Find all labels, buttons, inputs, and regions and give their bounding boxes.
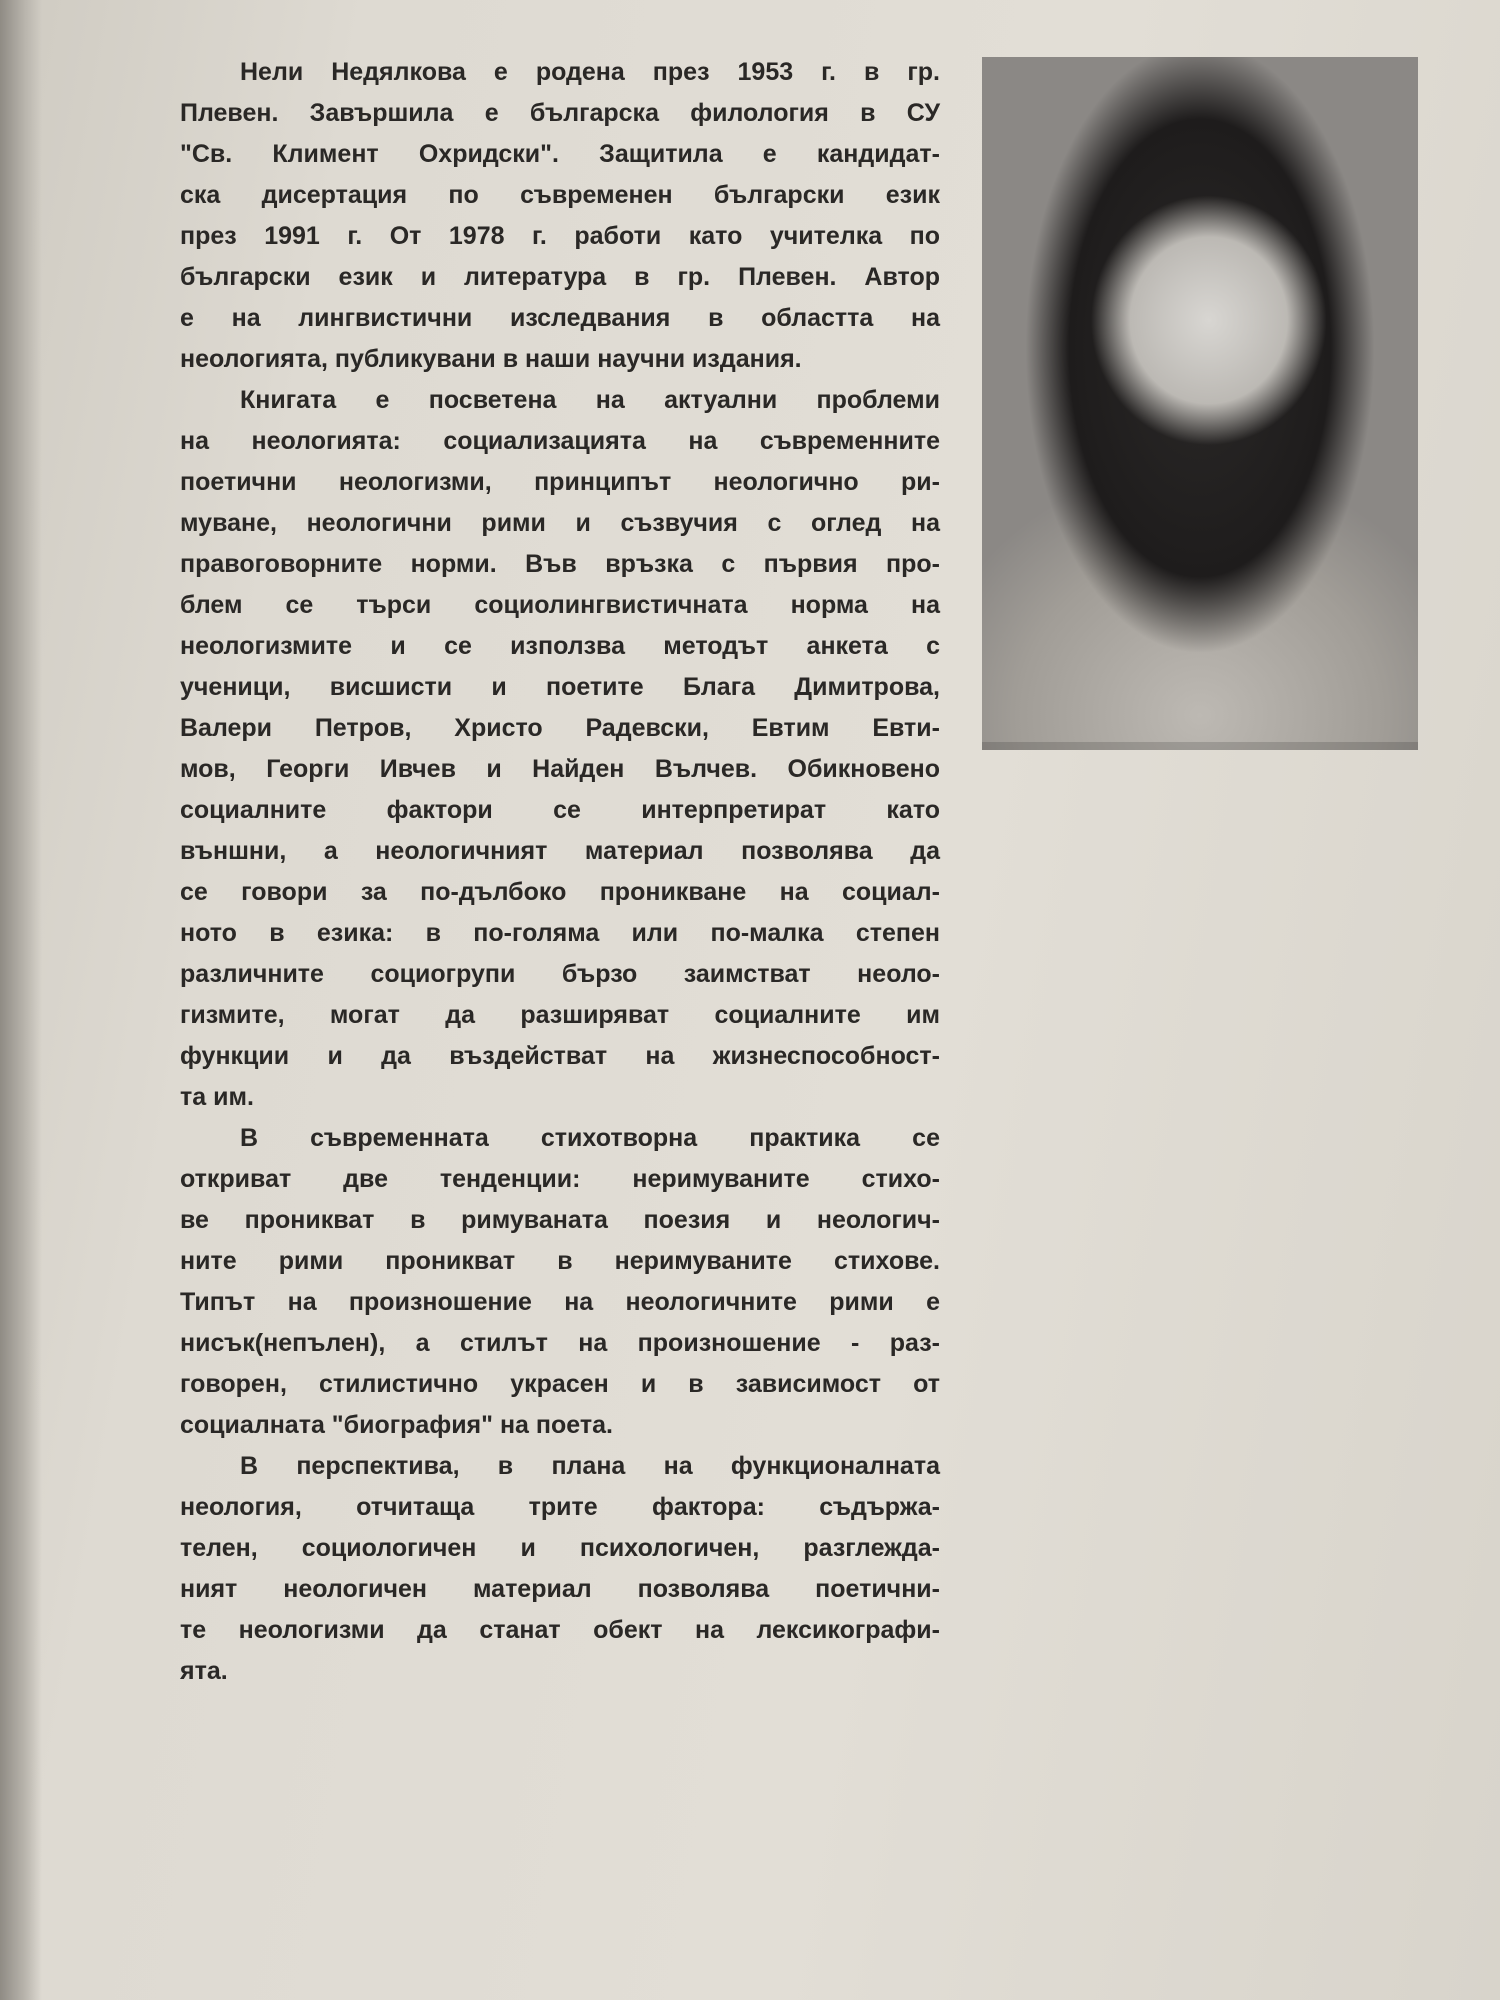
text-line: ните рими проникват в неримуваните стихове. xyxy=(180,1247,940,1275)
author-bio-text xyxy=(180,52,940,1692)
text-line: В перспектива, в плана на функционалната xyxy=(240,1452,940,1480)
paragraph xyxy=(180,1446,940,1692)
paragraph xyxy=(180,1118,940,1446)
page-edge xyxy=(0,0,42,2000)
text-line: гизмите, могат да разширяват социалните им xyxy=(180,1001,940,1029)
text-line: Нели Недялкова е родена през 1953 г. в гр. xyxy=(240,58,940,86)
text-line: неологизмите и се използва методът анкета с xyxy=(180,632,940,660)
text-line: Типът на произношение на неологичните рими е xyxy=(180,1288,940,1316)
photo-shadow xyxy=(982,742,1418,750)
paragraph xyxy=(180,52,940,380)
text-line: Плевен. Завършила е българска филология в СУ xyxy=(180,99,940,127)
text-line: български език и литература в гр. Плевен. Автор xyxy=(180,263,940,291)
text-line: през 1991 г. От 1978 г. работи като учителка по xyxy=(180,222,940,250)
text-line: мов, Георги Ивчев и Найден Вълчев. Обикновено xyxy=(180,755,940,783)
text-line: Валери Петров, Христо Радевски, Евтим Евти- xyxy=(180,714,940,742)
text-line: поетични неологизми, принципът неологично ри- xyxy=(180,468,940,496)
text-line: муване, неологични рими и съзвучия с оглед на xyxy=(180,509,940,537)
text-line: на неологията: социализацията на съвременните xyxy=(180,427,940,455)
text-line: ята. xyxy=(180,1657,228,1685)
text-line: телен, социологичен и психологичен, разглежда- xyxy=(180,1534,940,1562)
text-line: откриват две тенденции: неримуваните стихо- xyxy=(180,1165,940,1193)
paragraph xyxy=(180,380,940,1118)
text-line: неологията, публикувани в наши научни издания. xyxy=(180,345,802,373)
text-line: ска дисертация по съвременен български език xyxy=(180,181,940,209)
text-line: функции и да въздействат на жизнеспособност- xyxy=(180,1042,940,1070)
text-line: външни, а неологичният материал позволява да xyxy=(180,837,940,865)
text-line: В съвременната стихотворна практика се xyxy=(240,1124,940,1152)
text-line: ното в езика: в по-голяма или по-малка степен xyxy=(180,919,940,947)
text-line: нисък(непълен), а стилът на произношение - раз- xyxy=(180,1329,940,1357)
text-line: Книгата е посветена на актуални проблеми xyxy=(240,386,940,414)
text-line: социалната "биография" на поета. xyxy=(180,1411,613,1439)
text-line: "Св. Климент Охридски". Защитила е кандидат- xyxy=(180,140,940,168)
text-line: се говори за по-дълбоко проникване на социал- xyxy=(180,878,940,906)
text-line: блем се търси социолингвистичната норма на xyxy=(180,591,940,619)
text-line: та им. xyxy=(180,1083,254,1111)
text-line: правоговорните норми. Във връзка с първия про- xyxy=(180,550,940,578)
text-line: ният неологичен материал позволява поетични- xyxy=(180,1575,940,1603)
text-line: неология, отчитаща трите фактора: съдържа- xyxy=(180,1493,940,1521)
text-line: социалните фактори се интерпретират като xyxy=(180,796,940,824)
text-line: различните социогрупи бързо заимстват неоло- xyxy=(180,960,940,988)
text-line: говорен, стилистично украсен и в зависимост от xyxy=(180,1370,940,1398)
text-line: те неологизми да станат обект на лексикографи- xyxy=(180,1616,940,1644)
text-line: ве проникват в римуваната поезия и неологич- xyxy=(180,1206,940,1234)
author-portrait-photo xyxy=(982,57,1418,750)
text-line: ученици, висшисти и поетите Блага Димитрова, xyxy=(180,673,940,701)
text-line: е на лингвистични изследвания в областта на xyxy=(180,304,940,332)
